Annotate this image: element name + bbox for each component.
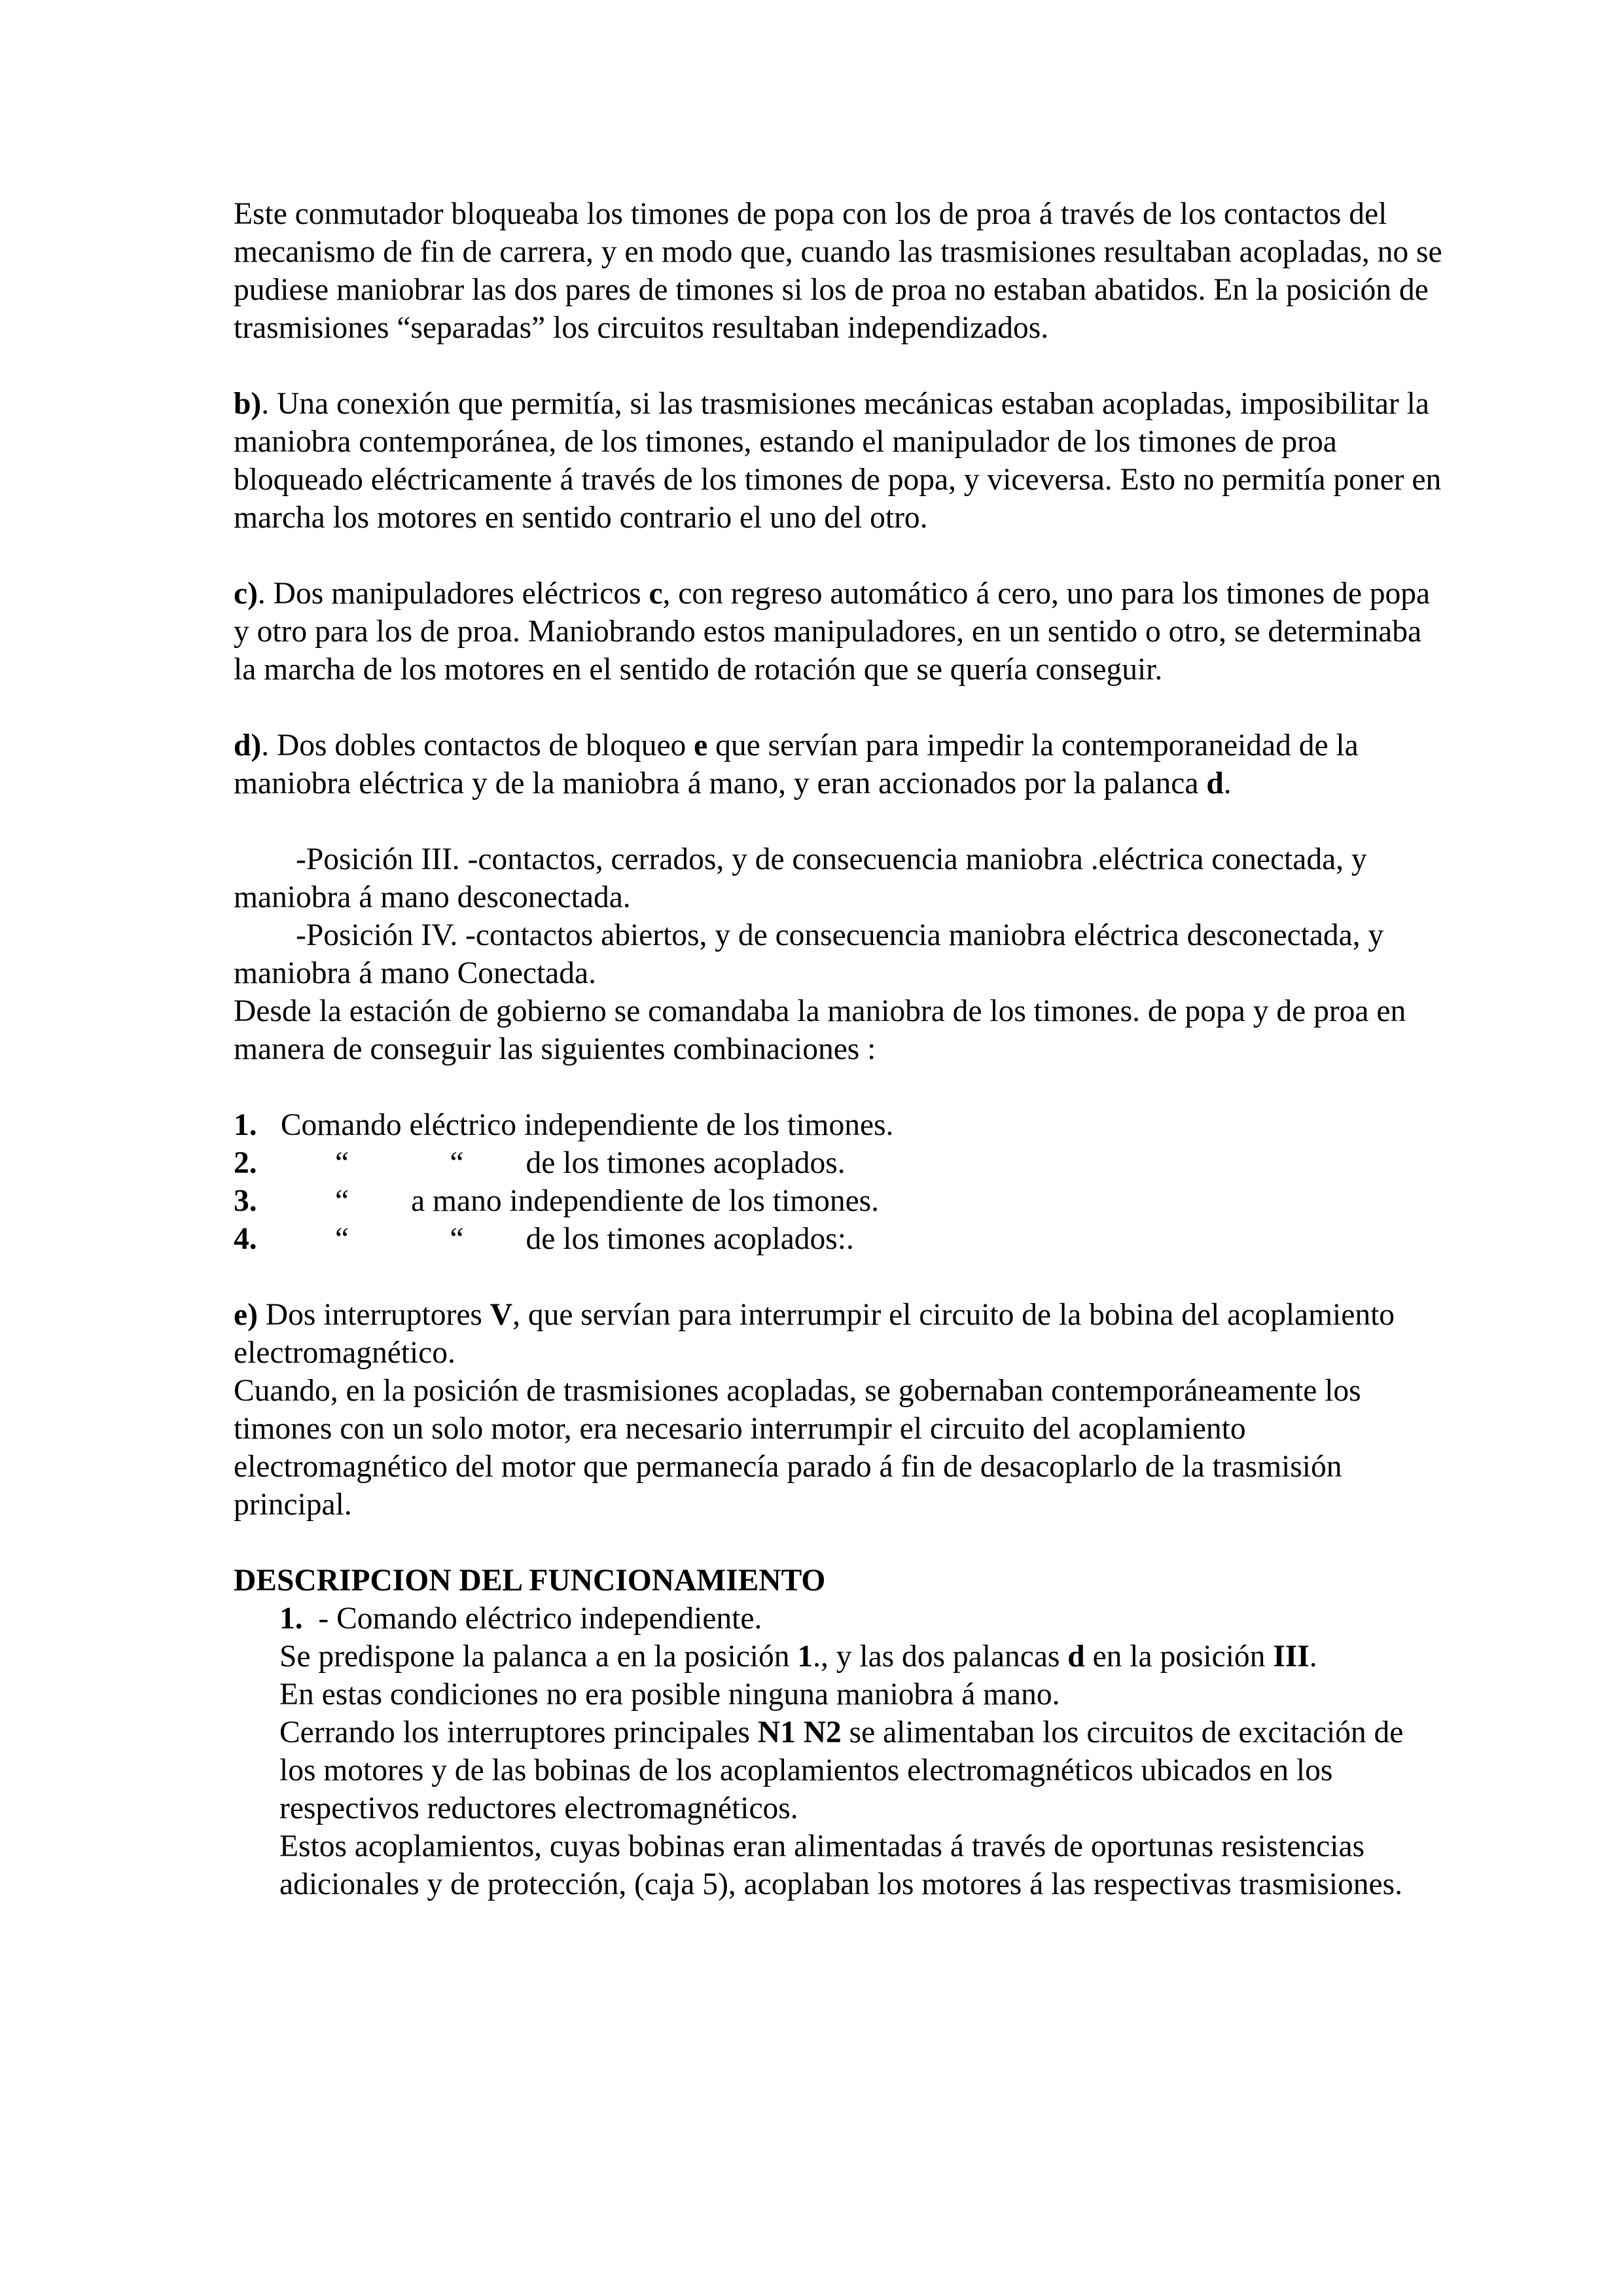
item-label-c: c) <box>234 577 258 611</box>
section-title: DESCRIPCION DEL FUNCIONAMIENTO <box>234 1564 826 1598</box>
paragraph-c-text-1: . Dos manipuladores eléctricos <box>257 577 649 611</box>
paragraph-d-bold-1: e <box>694 728 708 762</box>
paragraph-d-text-1: . Dos dobles contactos de bloqueo <box>261 728 694 762</box>
list-item-text: “ “ de los timones acoplados. <box>273 1146 846 1180</box>
combinations-list <box>234 1106 1444 1258</box>
item-label-b: b) <box>234 387 262 421</box>
predispone-text-3: en la posición <box>1084 1640 1274 1674</box>
list-item <box>234 1182 1444 1220</box>
list-item-text: “ “ de los timones acoplados:. <box>273 1222 854 1256</box>
paragraph-e-bold: V <box>490 1298 513 1332</box>
list-item-number: 4. <box>234 1222 257 1256</box>
section-item-heading <box>279 1600 1444 1638</box>
paragraph-b-text: . Una conexión que permitía, si las trasmisiones mecánicas estaban acopladas, imposibilitar la maniobra contemporánea, de los timones, estando el manipulador de los timones de proa bloqueado eléctricamente á través de los timones de popa, y viceversa. Esto no permitía poner en marcha los motores en sentido contrario el uno del otro. <box>234 387 1442 535</box>
section-body <box>234 1600 1444 1903</box>
paragraph-cuando: Cuando, en la posición de trasmisiones acopladas, se gobernaban contemporáneamente los timones con un solo motor, era necesario interrumpir el circuito del acoplamiento electromagnético del motor que permanecía parado á fin de desacoplarlo de la trasmisión principal. <box>234 1374 1361 1522</box>
paragraph-d <box>234 726 1444 802</box>
cerrando-text-1: Cerrando los interruptores principales <box>279 1715 758 1749</box>
cerrando-bold: N1 N2 <box>757 1715 842 1749</box>
paragraph-c <box>234 575 1444 689</box>
list-item-number: 3. <box>234 1184 257 1218</box>
paragraph-e <box>234 1296 1444 1372</box>
paragraph-c-text-2: , con regreso automático á cero, uno para los timones de popa y otro para los de proa. Maniobrando estos manipuladores, en un sentido o otro, se determinaba la marcha de los motores en el sentido de rotación que se quería conseguir. <box>234 577 1431 687</box>
paragraph-e-text-1: Dos interruptores <box>257 1298 490 1332</box>
list-item-text: Comando eléctrico independiente de los timones. <box>273 1108 894 1142</box>
predispone-bold-1: 1 <box>797 1640 813 1674</box>
section-item-text: - Comando eléctrico independiente. <box>302 1602 762 1636</box>
paragraph-c-bold: c <box>649 577 663 611</box>
paragraph-b <box>234 385 1444 537</box>
paragraph-desde: Desde la estación de gobierno se comandaba la maniobra de los timones. de popa y de proa en manera de conseguir las siguientes combinaciones : <box>234 994 1406 1066</box>
paragraph-e-text-2: , que servían para interrumpir el circuito de la bobina del acoplamiento electromagnético. <box>234 1298 1395 1370</box>
list-item-number: 2. <box>234 1146 257 1180</box>
item-label-d: d) <box>234 728 262 762</box>
section-item-number: 1. <box>279 1602 303 1636</box>
paragraph-d-bold-2: d <box>1206 766 1224 800</box>
list-item-text: “ a mano independiente de los timones. <box>273 1184 880 1218</box>
list-item <box>234 1106 1444 1144</box>
predispone-bold-2: d <box>1067 1640 1085 1674</box>
paragraph-posicion-iii: -Posición III. -contactos, cerrados, y de consecuencia maniobra .eléctrica conectada, y maniobra á mano desconectada. <box>234 842 1367 914</box>
paragraph-condiciones: En estas condiciones no era posible ninguna maniobra á mano. <box>279 1677 1060 1712</box>
predispone-bold-3: III <box>1273 1640 1310 1674</box>
paragraph-d-text-2: que servían para impedir la contemporaneidad de la maniobra eléctrica y de la maniobra á mano, y eran accionados por la palanca <box>234 728 1359 800</box>
paragraph-posicion-iv: -Posición IV. -contactos abiertos, y de consecuencia maniobra eléctrica desconectada, y maniobra á mano Conectada. <box>234 918 1384 990</box>
predispone-text-4: . <box>1309 1640 1317 1674</box>
document-page <box>234 195 1444 1903</box>
predispone-text-2: ., y las dos palancas <box>813 1640 1068 1674</box>
paragraph-predispone <box>279 1638 1444 1676</box>
paragraph-conmutador: Este conmutador bloqueaba los timones de popa con los de proa á través de los contactos del mecanismo de fin de carrera, y en modo que, cuando las trasmisiones resultaban acopladas, no se pudiese maniobrar las dos pares de timones si los de proa no estaban abatidos. En la posición de trasmisiones “separadas” los circuitos resultaban independizados. <box>234 197 1442 345</box>
predispone-text-1: Se predispone la palanca a en la posición <box>279 1640 798 1674</box>
item-label-e: e) <box>234 1298 258 1332</box>
paragraph-cerrando <box>279 1713 1444 1827</box>
list-item <box>234 1144 1444 1182</box>
list-item-number: 1. <box>234 1108 257 1142</box>
cerrando-text-2: se alimentaban los circuitos de excitación de los motores y de las bobinas de los acoplamientos electromagnéticos ubicados en los respectivos reductores electromagnéticos. <box>279 1715 1404 1825</box>
paragraph-d-text-3: . <box>1223 766 1232 800</box>
list-item <box>234 1220 1444 1258</box>
paragraph-acoplamientos: Estos acoplamientos, cuyas bobinas eran alimentadas á través de oportunas resistencias adicionales y de protección, (caja 5), acoplaban los motores á las respectivas trasmisiones. <box>279 1829 1402 1901</box>
